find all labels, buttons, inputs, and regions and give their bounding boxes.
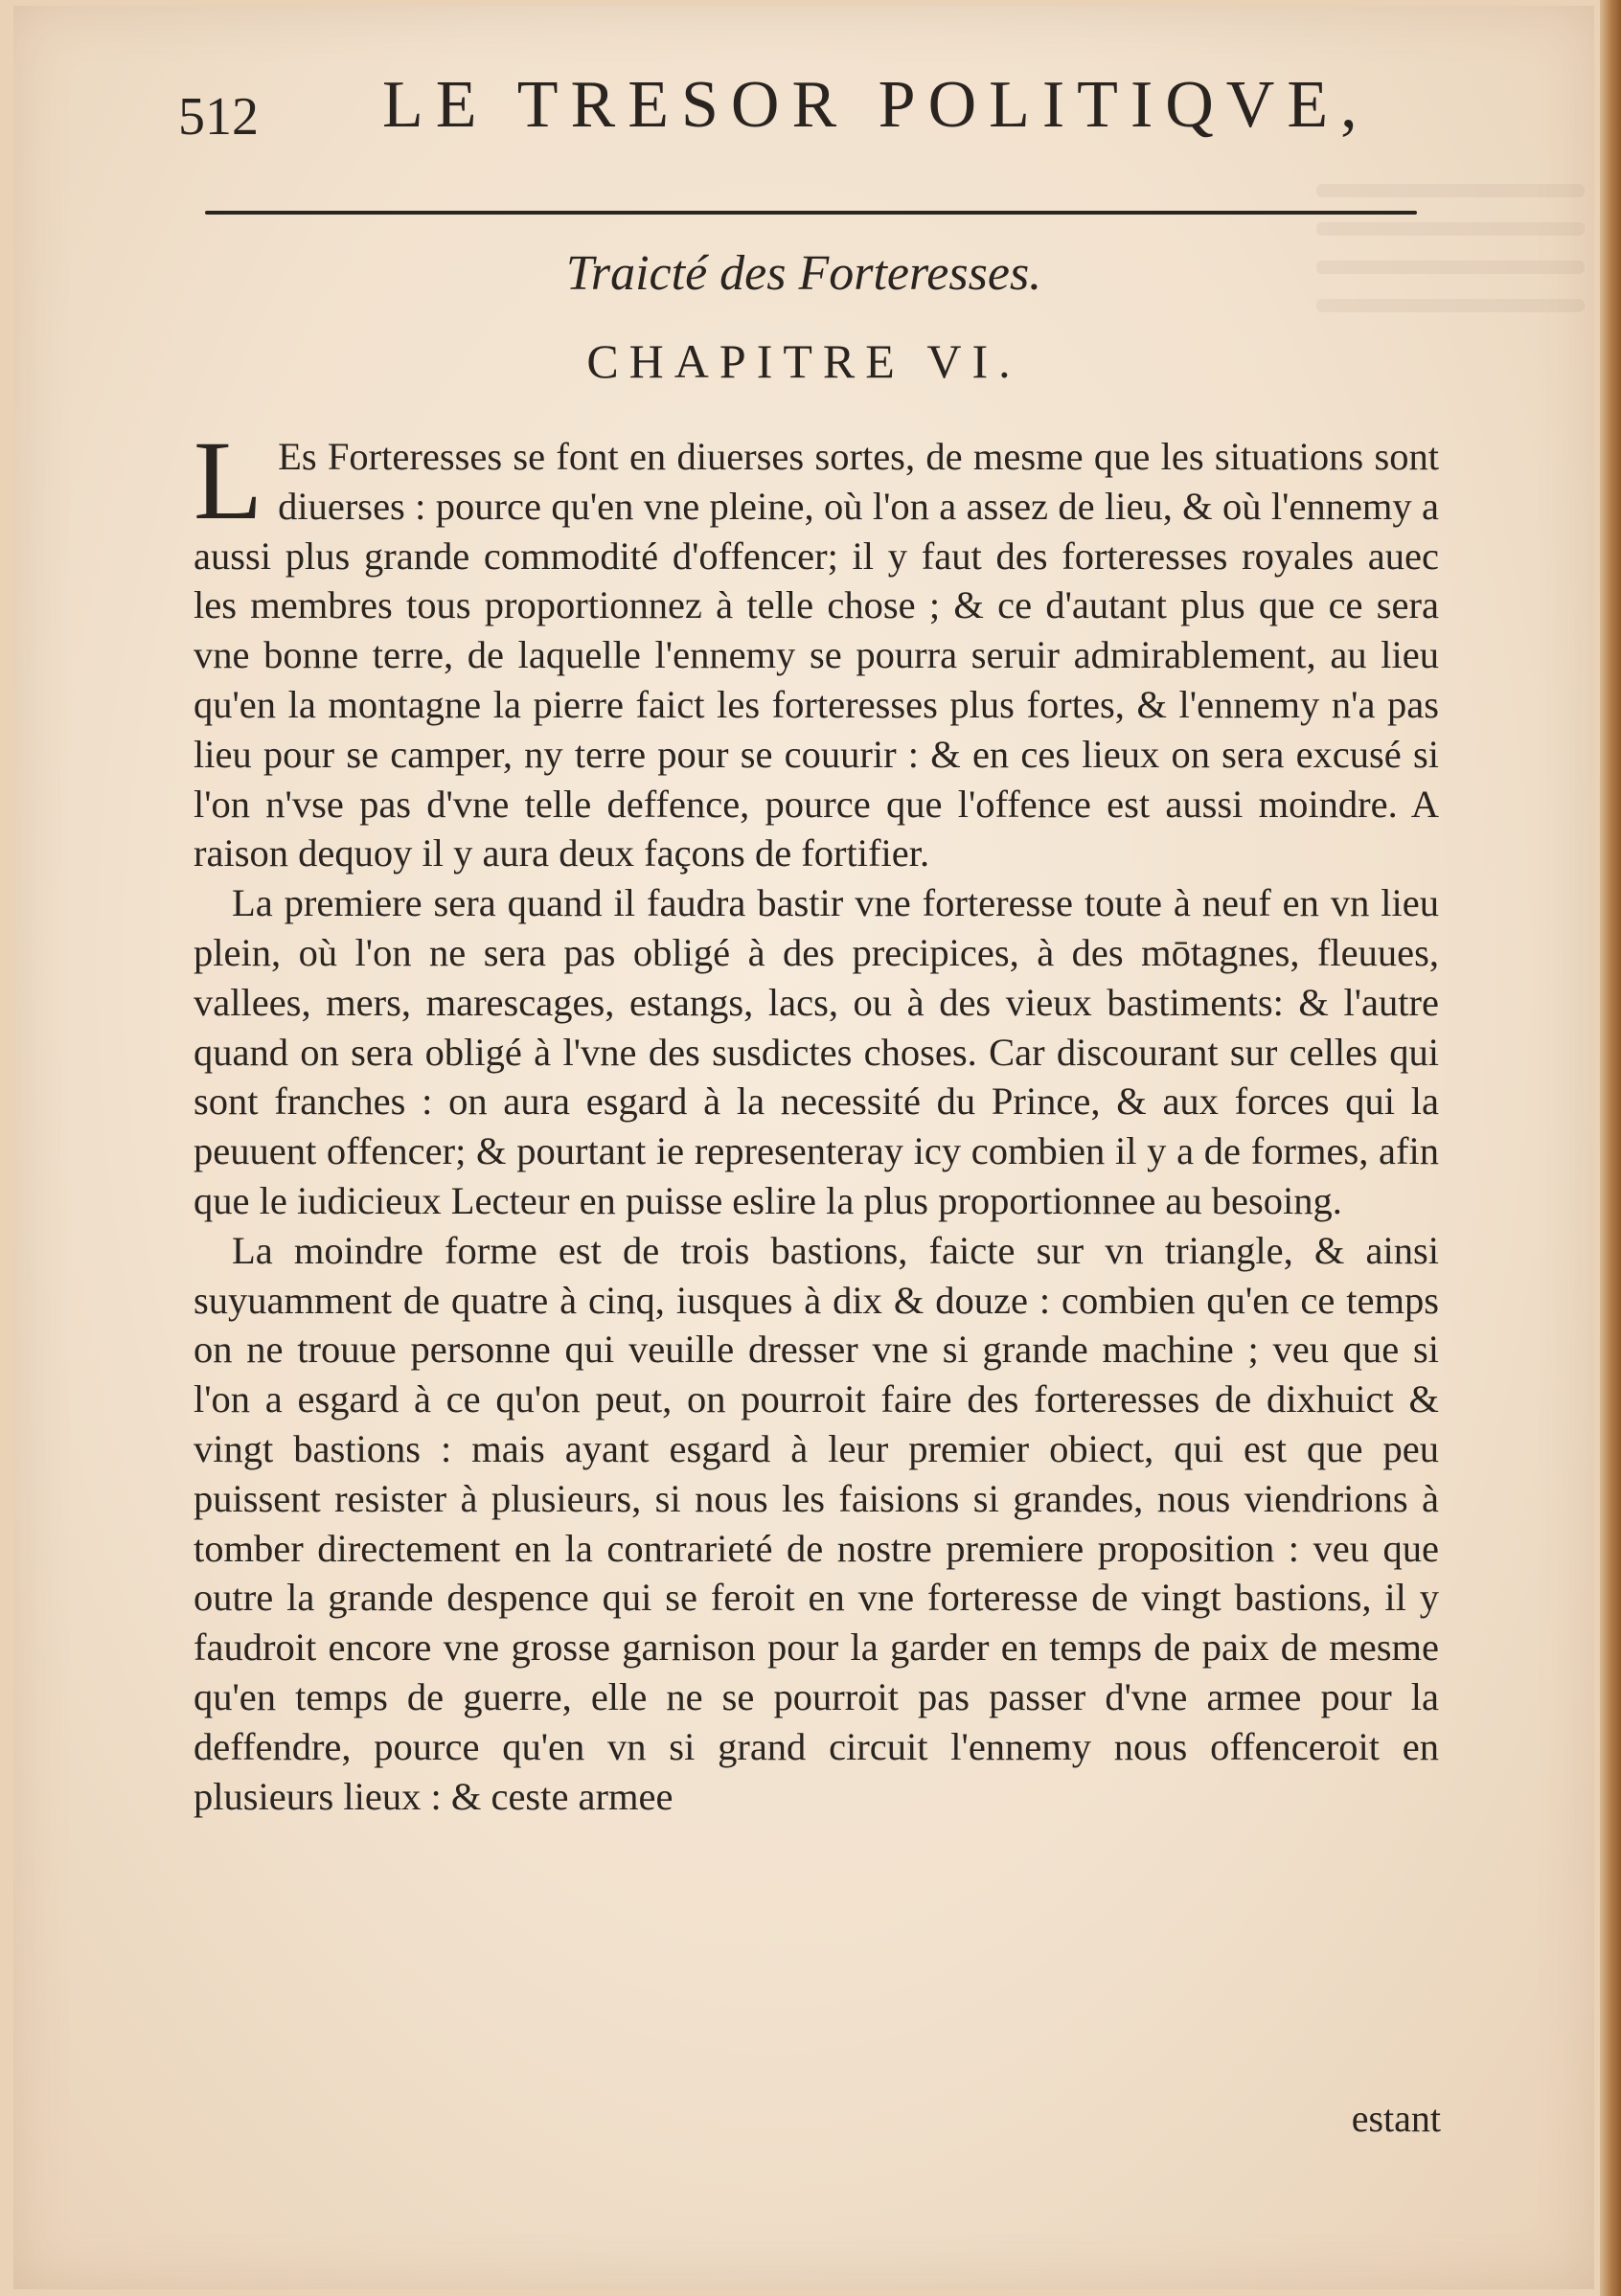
book-page: [13, 6, 1594, 2289]
drop-capital: L: [194, 418, 263, 543]
bleed-through-mark: [1316, 184, 1585, 197]
page-edge: [1600, 0, 1621, 2296]
page-header: [13, 67, 1594, 147]
page-number: 512: [178, 87, 259, 147]
header-rule: [205, 211, 1417, 215]
paragraph-3: La moindre forme est de trois bastions, faicte sur vn triangle, & ainsi suyuamment de quatre à cinq, iusques à dix & douze : combien qu'en ce temps on ne trouue personne qui veuille dresser vne si grande machine ; veu que si l'on a esgard à ce qu'on peut, on pourroit faire des forteresses de dixhuict & vingt bastions : mais ayant esgard à leur premier obiect, qui est que peu puissent resister à plusieurs, si nous les faisions si grandes, nous viendrions à tomber directement en la contrarieté de nostre premiere proposition : veu que outre la grande despence qui se feroit en vne forteresse de vingt bastions, il y faudroit encore vne grosse garnison pour la garder en temps de paix de mesme qu'en temps de guerre, elle ne se pourroit pas passer d'vne armee pour la deffendre, pource qu'en vn si grand circuit l'ennemy nous offenceroit en plusieurs lieux : & ceste armee: [194, 1228, 1439, 1818]
paragraph-1-text: Es Forteresses se font en diuerses sortes, de mesme que les situations sont diuerses : pource qu'en vne pleine, où l'on a assez de lieu, & où l'ennemy a aussi plus grande commodité d'offencer; il y faut des forteresses royales auec les membres tous proportionnez à telle chose ; & ce d'autant plus que ce sera vne bonne terre, de laquelle l'ennemy se pourra seruir admirablement, au lieu qu'en la montagne la pierre faict les forteresses plus fortes, & l'ennemy n'a pas lieu pour se camper, ny terre pour se couurir : & en ces lieux on sera excusé si l'on n'vse pas d'vne telle deffence, pource que l'offence est aussi moindre. A raison dequoy il y aura deux façons de fortifier.: [194, 435, 1439, 875]
paragraph-2: La premiere sera quand il faudra bastir vne forteresse toute à neuf en vn lieu plein, où l'on ne sera pas obligé à des precipices, à des mōtagnes, fleuues, vallees, mers, marescages, estangs, lacs, ou à des vieux bastiments: & l'autre quand on sera obligé à l'vne des susdictes choses. Car discourant sur celles qui sont franches : on aura esgard à la necessité du Prince, & aux forces qui la peuuent offencer; & pourtant ie representeray icy combien il y a de formes, afin que le iudicieux Lecteur en puisse eslire la plus proportionnee au besoing.: [194, 881, 1439, 1222]
catchword: estant: [1351, 2097, 1441, 2140]
running-title: LE TRESOR POLITIQVE,: [382, 68, 1370, 142]
paragraph-1: [194, 418, 1439, 878]
section-title: Traicté des Forteresses.: [565, 246, 1042, 301]
bleed-through-mark: [1316, 222, 1585, 236]
body-text: [194, 418, 1439, 1821]
chapter-title: CHAPITRE VI.: [586, 334, 1021, 388]
